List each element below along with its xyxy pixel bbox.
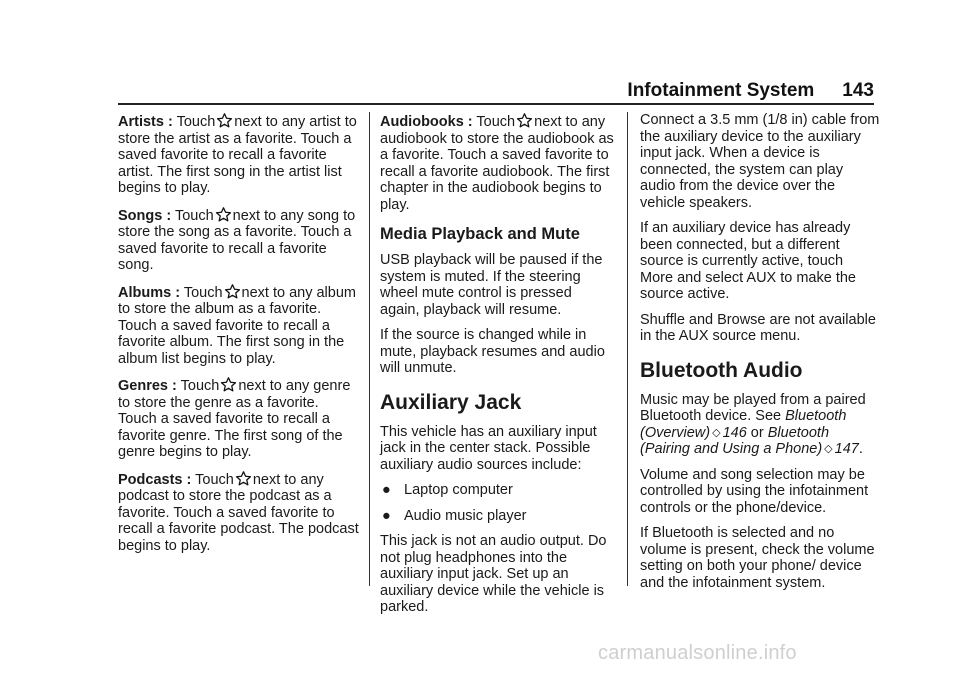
media-paragraph-2: If the source is changed while in mute, playback resumes and audio will unmute. — [380, 327, 605, 376]
list-item — [380, 508, 614, 525]
bluetooth-pairing-link[interactable]: Bluetooth (Pairing and Using a Phone) — [640, 424, 830, 457]
podcasts-post: next to any — [252, 471, 324, 488]
genres-touch: Touch — [180, 378, 220, 394]
artists-touch: Touch — [176, 114, 216, 130]
bluetooth-overview-link[interactable]: Bluetooth (Overview) — [640, 408, 847, 441]
star-icon — [216, 112, 233, 129]
bullet-text: Audio music player — [404, 507, 527, 524]
bullet-icon: ● — [382, 507, 391, 524]
page-number: 143 — [842, 80, 874, 101]
audiobooks-body: any audiobook to store the audiobook as a favorite. Touch a saved favorite to recall a favorite audiobook. The first chapter in the audiobook begins to play. — [380, 114, 614, 213]
bt-period: . — [858, 441, 863, 457]
artists-term: Artists : — [118, 114, 173, 130]
albums-touch: Touch — [183, 284, 223, 301]
star-icon — [224, 283, 241, 300]
bluetooth-paragraph-1 — [640, 392, 880, 458]
albums-body: album to store the album as a favorite. Touch a saved favorite to recall a favorite album. The first song in the album list begins to play. — [118, 284, 356, 367]
watermark: carmanualsonline.info — [598, 642, 797, 664]
list-item — [380, 482, 614, 499]
aux-connect-paragraph: Connect a 3.5 mm (1/8 in) cable from the auxiliary device to the auxiliary input jack. When a device is connected, the system can play audio from the device over the vehicle speakers. — [640, 112, 880, 211]
aux-paragraph-1: This vehicle has an auxiliary input jack in the center stack. Possible auxiliary audio sources include: — [380, 423, 597, 473]
page-ref-147[interactable]: 147 — [834, 441, 859, 457]
audiobooks-touch: Touch — [476, 114, 516, 130]
audiobooks-paragraph — [380, 112, 614, 213]
genres-paragraph — [118, 376, 360, 461]
column-1 — [118, 112, 360, 563]
bt-intro-text: Music may be played from a paired Bluetooth device. See — [640, 391, 866, 424]
star-icon — [220, 376, 237, 393]
genres-body: genre to store the genre as a favorite. Touch a saved favorite to recall a favorite genre. The first song of the genre begins to play. — [118, 378, 351, 460]
artists-paragraph — [118, 112, 360, 197]
aux-menu-paragraph: Shuffle and Browse are not available in the AUX source menu. — [640, 311, 876, 344]
albums-post: next to any — [241, 284, 313, 301]
podcasts-paragraph — [118, 470, 360, 555]
songs-post: next to any song — [232, 207, 340, 224]
songs-paragraph — [118, 206, 360, 274]
star-icon — [235, 470, 252, 487]
podcasts-body: podcast to store the podcast as a favorite. Touch a saved favorite to recall a favorite podcast. The podcast begins to play. — [118, 488, 359, 554]
bullet-text: Laptop computer — [404, 482, 513, 498]
column-3 — [640, 112, 880, 600]
media-playback-heading: Media Playback and Mute — [380, 225, 580, 243]
star-icon — [516, 112, 533, 129]
albums-paragraph — [118, 283, 360, 368]
section-title: Infotainment System — [627, 80, 815, 101]
bluetooth-paragraph-2: Volume and song selection may be controlled by using the infotainment controls or the phone/device. — [640, 466, 869, 516]
page-reference-icon: ◇ — [712, 426, 721, 439]
column-2 — [380, 112, 614, 625]
column-divider-1 — [369, 112, 370, 586]
column-divider-2 — [627, 112, 628, 586]
aux-active-paragraph: If an auxiliary device has already been connected, but a different source is currently active, touch More and select AUX to make the source active. — [640, 220, 856, 302]
bullet-icon: ● — [382, 482, 391, 498]
bt-or-text: or — [750, 424, 764, 441]
auxiliary-jack-heading: Auxiliary Jack — [380, 390, 522, 414]
page-ref-146[interactable]: 146 — [722, 424, 747, 441]
albums-term: Albums : — [118, 284, 181, 301]
audiobooks-term: Audiobooks : — [380, 114, 473, 130]
bluetooth-paragraph-3: If Bluetooth is selected and no volume is present, check the volume setting on both your phone/ device and the infotainment system. — [640, 525, 875, 591]
bluetooth-audio-heading: Bluetooth Audio — [640, 358, 803, 382]
podcasts-term: Podcasts : — [118, 471, 192, 488]
header-rule — [118, 103, 874, 105]
songs-term: Songs : — [118, 207, 172, 224]
artists-body: to store the artist as a favorite. Touch a saved favorite to recall a favorite artist. The first song in the artist list begins to play. — [118, 114, 357, 196]
aux-paragraph-2: This jack is not an audio output. Do not plug headphones into the auxiliary input jack. Set up an auxiliary device while the vehicle is parked. — [380, 533, 607, 615]
page-header — [600, 80, 874, 102]
page-reference-icon: ◇ — [824, 443, 833, 455]
artists-post: next to any artist — [234, 114, 341, 130]
genres-post: next to any — [238, 378, 310, 394]
star-icon — [215, 206, 232, 223]
songs-body: to store the song as a favorite. Touch a saved favorite to recall a favorite song. — [118, 207, 356, 273]
audiobooks-post: next to — [534, 114, 578, 130]
media-paragraph-1: USB playback will be paused if the system is muted. If the steering wheel mute control is pressed again, playback will resume. — [380, 252, 603, 318]
podcasts-touch: Touch — [195, 471, 234, 488]
genres-term: Genres : — [118, 378, 177, 394]
songs-touch: Touch — [174, 207, 214, 224]
